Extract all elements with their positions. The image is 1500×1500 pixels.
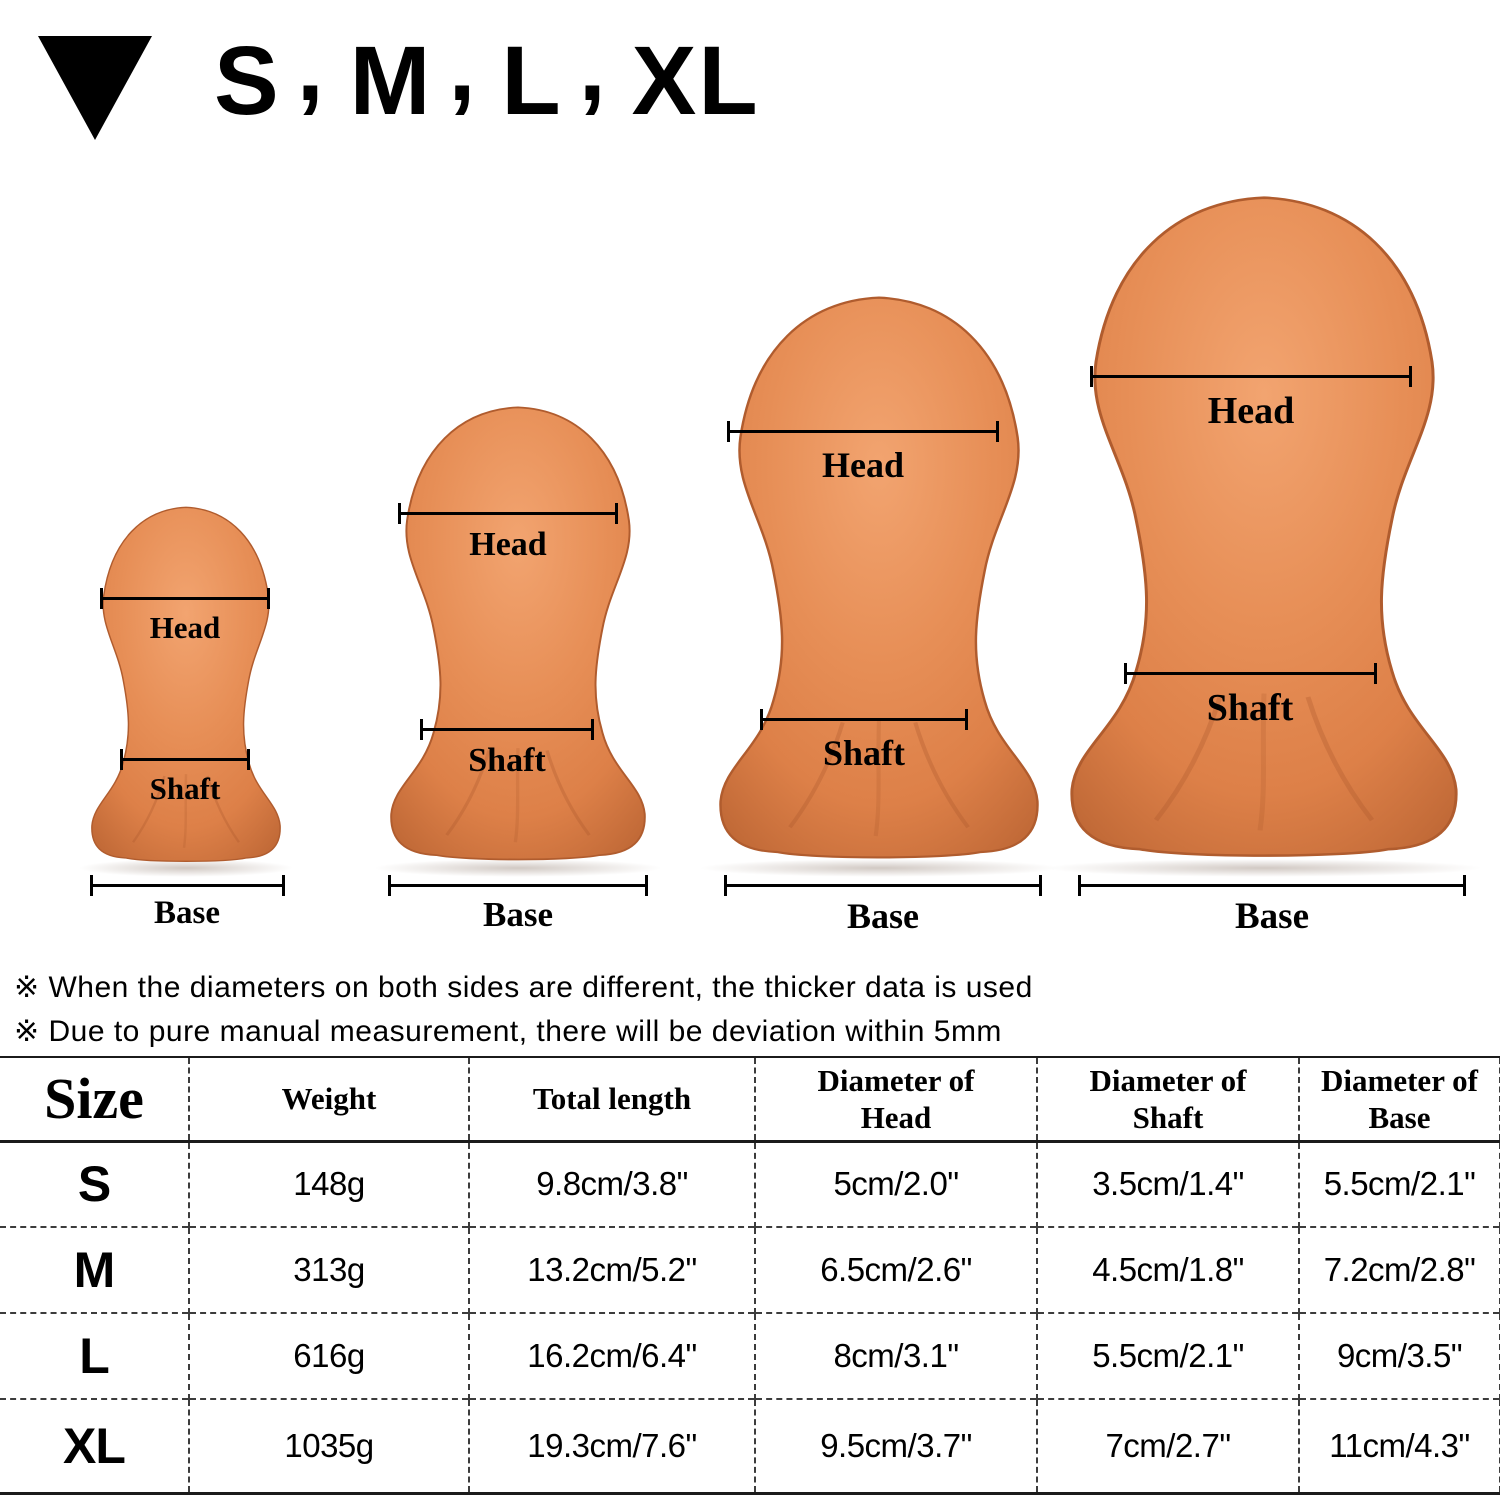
product-image-m: [386, 398, 650, 868]
base-measure-line: [90, 884, 285, 887]
head-measure-line: [398, 512, 618, 515]
note-line-2: ※ Due to pure manual measurement, there will be deviation within 5mm: [14, 1015, 1002, 1048]
cell-size: S: [77, 1156, 111, 1213]
cell-diameter-shaft: 3.5cm/1.4": [1037, 1141, 1299, 1227]
base-measure-line: [724, 884, 1042, 887]
plug-shape-l: [714, 286, 1044, 868]
head-label: Head: [149, 610, 221, 645]
cell-weight: 1035g: [189, 1399, 469, 1493]
cell-weight: 616g: [189, 1313, 469, 1399]
cell-diameter-shaft: 5.5cm/2.1": [1037, 1313, 1299, 1399]
cell-diameter-head: 8cm/3.1": [755, 1313, 1037, 1399]
cell-diameter-shaft: 4.5cm/1.8": [1037, 1227, 1299, 1313]
header-diameter-shaft: Diameter of Shaft: [1037, 1057, 1299, 1141]
head-label: Head: [469, 526, 547, 563]
base-label: Base: [154, 895, 220, 931]
measurement-notes: [14, 966, 1033, 1054]
cell-size: L: [79, 1328, 109, 1384]
shaft-measure-line: [760, 718, 968, 721]
cell-total-length: 9.8cm/3.8": [469, 1141, 755, 1227]
plug-shape-s: [88, 500, 284, 868]
cell-weight: 313g: [189, 1227, 469, 1313]
header-total-length: Total length: [469, 1057, 755, 1141]
shaft-label: Shaft: [468, 742, 546, 779]
cell-weight: 148g: [189, 1141, 469, 1227]
shaft-measure-line: [420, 728, 594, 731]
page-title: S , M , L , XL: [214, 12, 760, 135]
cell-diameter-base: 11cm/4.3": [1299, 1399, 1500, 1493]
cell-total-length: 19.3cm/7.6": [469, 1399, 755, 1493]
base-measure-line: [388, 884, 648, 887]
table-row-m: [0, 1227, 1500, 1313]
head-measure-line: [1090, 375, 1412, 378]
size-table: [0, 1056, 1500, 1495]
header-diameter-head: Diameter of Head: [755, 1057, 1037, 1141]
plug-shape-xl: [1064, 184, 1464, 868]
table-row-xl: [0, 1399, 1500, 1493]
cell-total-length: 16.2cm/6.4": [469, 1313, 755, 1399]
cell-size: M: [73, 1242, 115, 1298]
head-label: Head: [1207, 390, 1295, 432]
table-row-s: [0, 1141, 1500, 1227]
header-diameter-base: Diameter of Base: [1299, 1057, 1500, 1141]
base-label: Base: [483, 895, 553, 934]
head-measure-line: [727, 430, 999, 433]
base-label: Base: [1235, 896, 1309, 937]
cell-size: XL: [63, 1417, 125, 1474]
cell-diameter-head: 6.5cm/2.6": [755, 1227, 1037, 1313]
cell-diameter-shaft: 7cm/2.7": [1037, 1399, 1299, 1493]
shaft-measure-line: [1124, 672, 1377, 675]
shaft-label: Shaft: [1206, 687, 1294, 729]
note-line-1: ※ When the diameters on both sides are different, the thicker data is used: [14, 971, 1033, 1004]
header-size: Size: [44, 1066, 144, 1132]
plug-shape-m: [386, 398, 650, 868]
head-measure-line: [100, 597, 270, 600]
cell-total-length: 13.2cm/5.2": [469, 1227, 755, 1313]
cell-diameter-base: 7.2cm/2.8": [1299, 1227, 1500, 1313]
cell-diameter-base: 5.5cm/2.1": [1299, 1141, 1500, 1227]
shaft-label: Shaft: [822, 733, 906, 773]
base-measure-line: [1078, 884, 1466, 887]
head-label: Head: [821, 445, 905, 485]
shaft-measure-line: [120, 758, 250, 761]
product-image-xl: [1064, 184, 1464, 868]
header-weight: Weight: [189, 1057, 469, 1141]
table-header-row: [0, 1057, 1500, 1141]
product-image-l: [714, 286, 1044, 868]
cell-diameter-base: 9cm/3.5": [1299, 1313, 1500, 1399]
table-row-l: [0, 1313, 1500, 1399]
cell-diameter-head: 5cm/2.0": [755, 1141, 1037, 1227]
cell-diameter-head: 9.5cm/3.7": [755, 1399, 1037, 1493]
shaft-label: Shaft: [149, 771, 221, 806]
product-image-s: [88, 500, 284, 868]
base-label: Base: [847, 896, 919, 936]
